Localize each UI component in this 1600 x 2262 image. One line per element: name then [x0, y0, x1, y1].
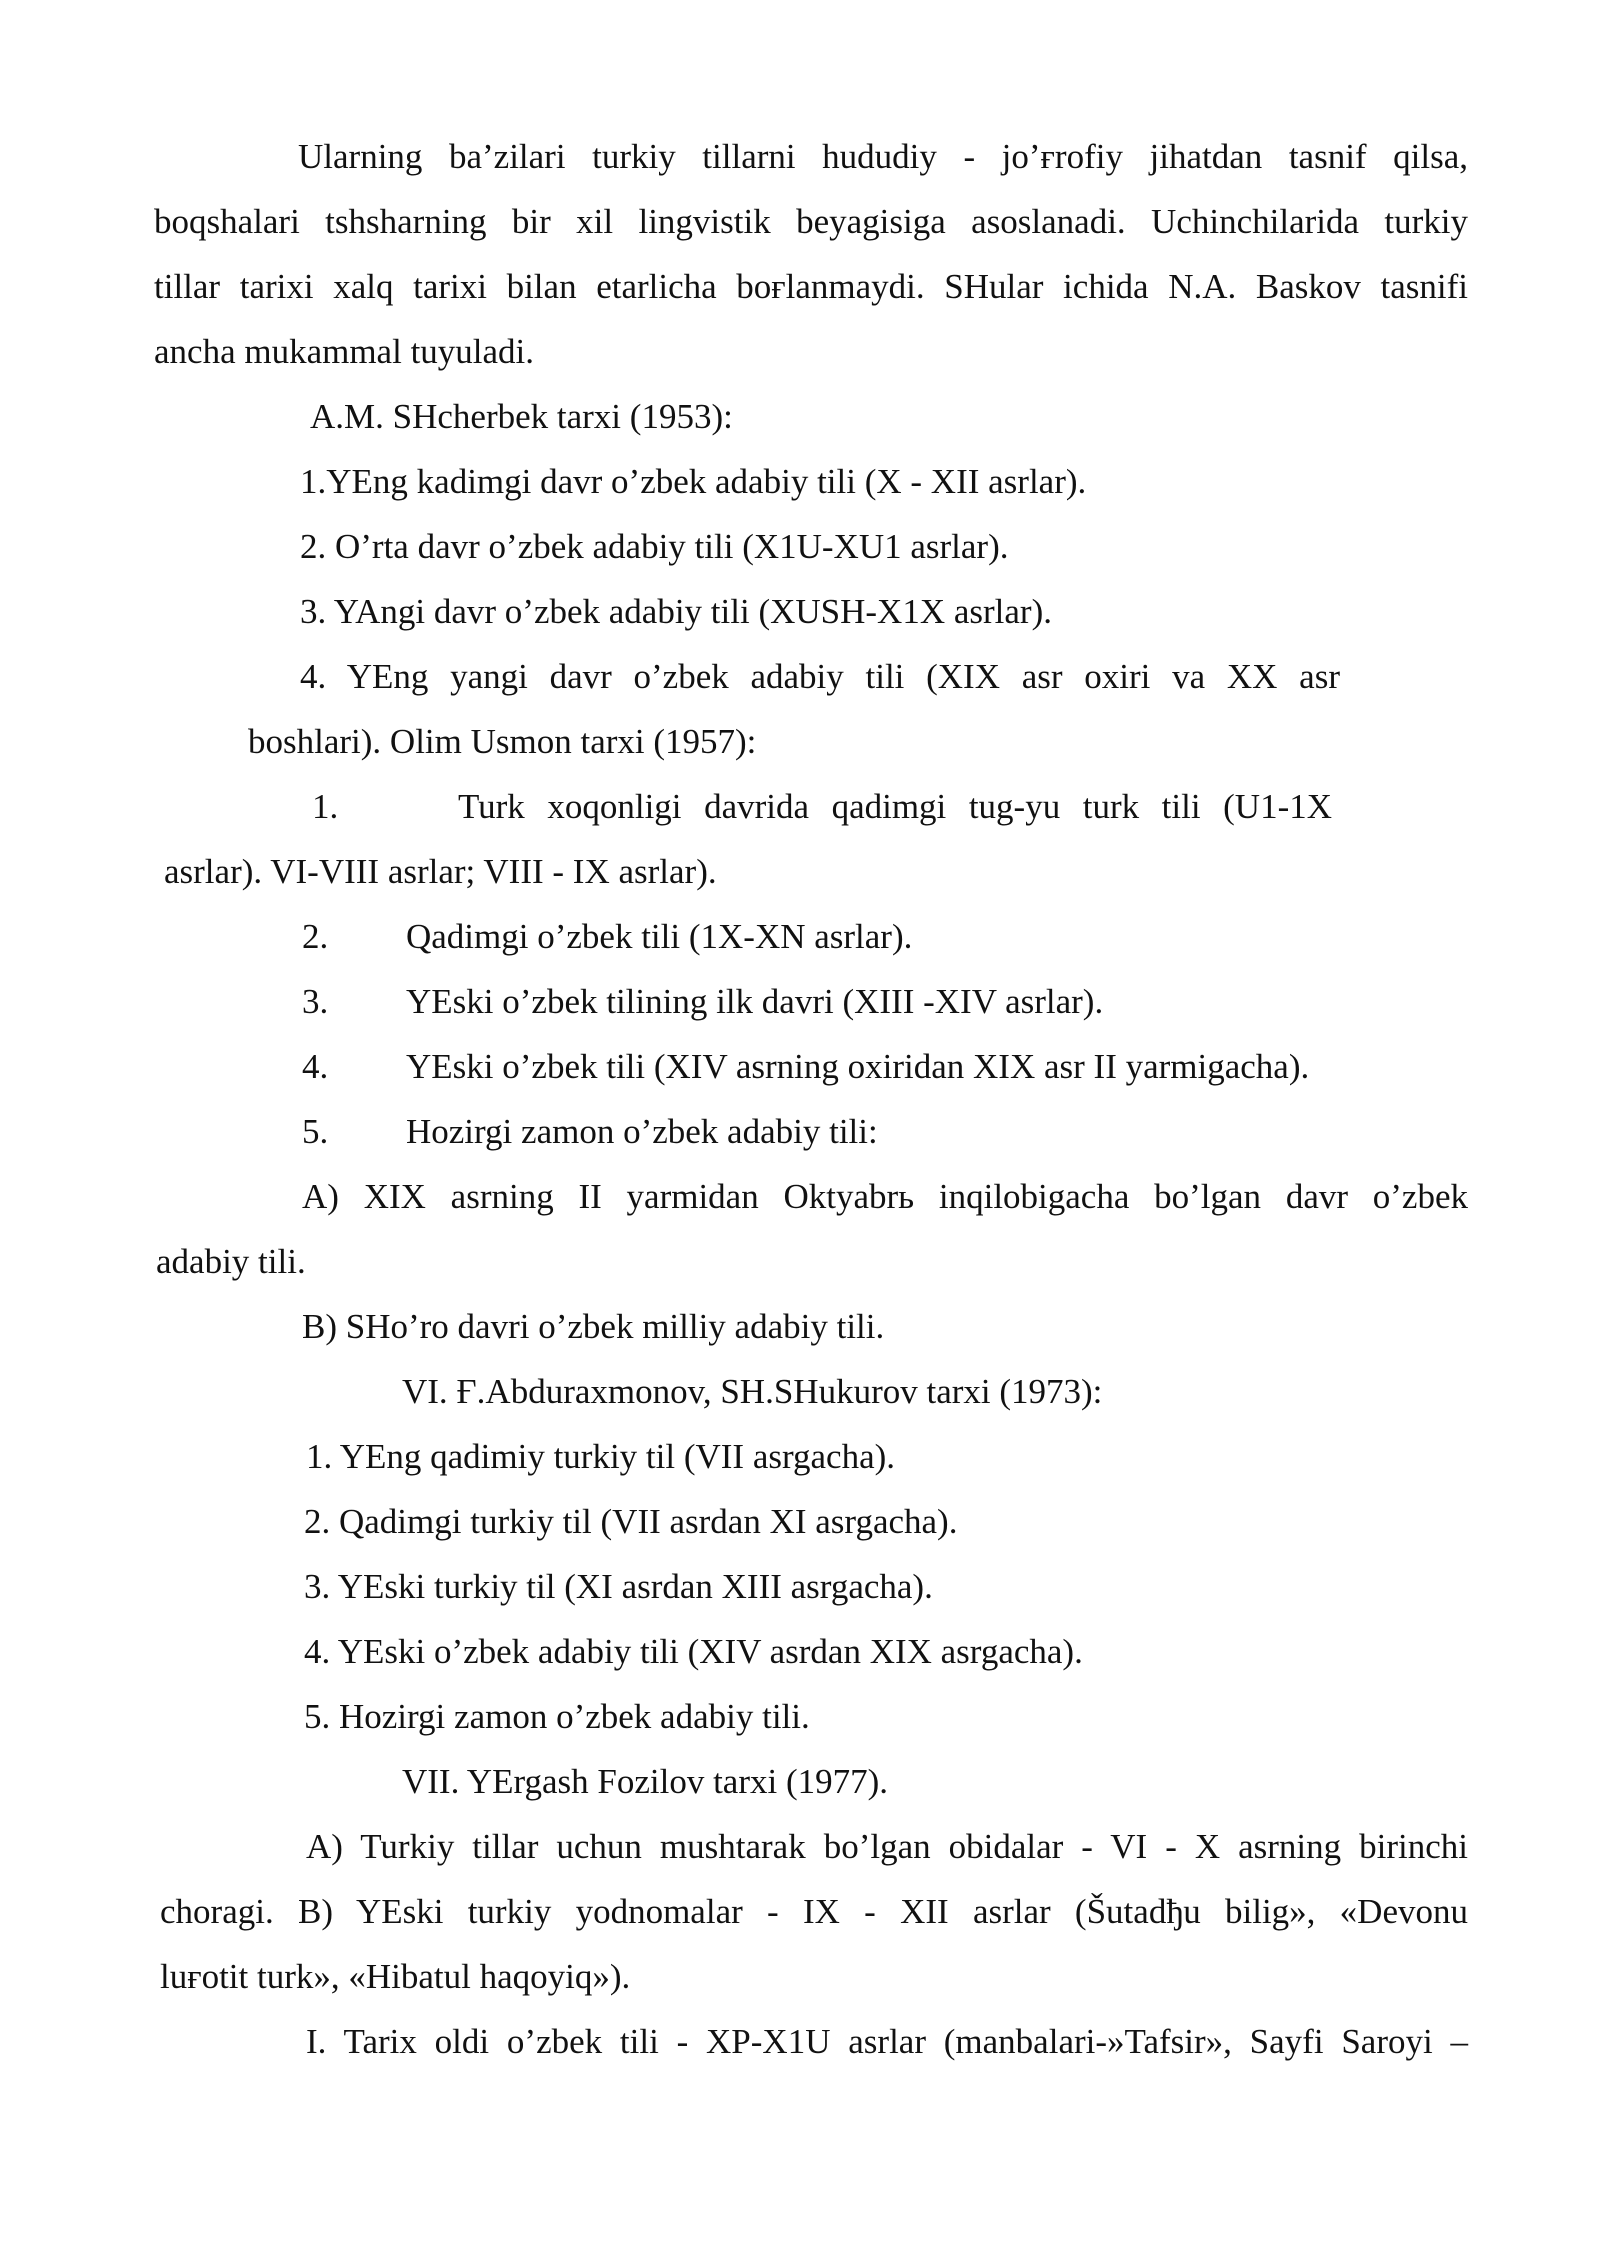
shcherbek-item-2: 2. O’rta davr o’zbek adabiy tili (X1U-XU1 asrlar). [300, 527, 1009, 566]
paragraph-1-line-4: ancha mukammal tuyuladi. [154, 332, 535, 371]
paragraph-1-line-1: Ularning ba’zilari turkiy tillarni hududiy - jo’ғrofiy jihatdan tasnif qilsa, [298, 137, 1468, 176]
shcherbek-item-4-line-1: 4. YEng yangi davr o’zbek adabiy tili (XIX asr oxiri va XX asr [300, 657, 1340, 696]
abduraxmonov-item-2: 2. Qadimgi turkiy til (VII asrdan XI asrgacha). [304, 1502, 958, 1541]
usmon-item-1-line-1: Turk xoqonligi davrida qadimgi tug-yu turk tili (U1-1X [458, 787, 1332, 826]
usmon-item-1-number: 1. [312, 787, 339, 826]
abduraxmonov-item-3: 3. YEski turkiy til (XI asrdan XIII asrgacha). [304, 1567, 933, 1606]
tarix-oldi-line: I. Tarix oldi o’zbek tili - XP-X1U asrlar (manbalari-»Tafsir», Sayfi Saroyi – [306, 2022, 1468, 2061]
paragraph-1-line-3: tillar tarixi xalq tarixi bilan etarlicha boғlanmaydi. SHular ichida N.A. Baskov tasnifi [154, 267, 1468, 306]
usmon-item-5a-line-2: adabiy tili. [156, 1242, 306, 1281]
fozilov-para-line-3: luғotit turk», «Hibatul haqoyiq»). [160, 1957, 631, 1996]
abduraxmonov-item-1: 1. YEng qadimiy turkiy til (VII asrgacha). [306, 1437, 896, 1476]
usmon-item-5: Hozirgi zamon o’zbek adabiy tili: [406, 1112, 878, 1151]
usmon-item-4: YEski o’zbek tili (XIV asrning oxiridan XIX asr II yarmigacha). [406, 1047, 1310, 1086]
fozilov-para-line-1: A) Turkiy tillar uchun mushtarak bo’lgan obidalar - VI - X asrning birinchi [306, 1827, 1468, 1866]
usmon-item-5b: B) SHo’ro davri o’zbek milliy adabiy tili. [302, 1307, 885, 1346]
abduraxmonov-item-5: 5. Hozirgi zamon o’zbek adabiy tili. [304, 1697, 810, 1736]
paragraph-1-line-2: boqshalari tshsharning bir xil lingvistik beyagisiga asoslanadi. Uchinchilarida turkiy [154, 202, 1468, 241]
shcherbek-item-3: 3. YAngi davr o’zbek adabiy tili (XUSH-X1X asrlar). [300, 592, 1052, 631]
usmon-item-5-number: 5. [302, 1112, 329, 1151]
shcherbek-heading: A.M. SHcherbek tarxi (1953): [310, 397, 733, 436]
usmon-item-4-number: 4. [302, 1047, 329, 1086]
abduraxmonov-heading: VI. Ғ.Abduraxmonov, SH.SHukurov tarxi (1973): [402, 1372, 1103, 1411]
usmon-item-1-line-2: asrlar). VI-VIII asrlar; VIII - IX asrlar). [164, 852, 717, 891]
usmon-item-5a-line-1: A) XIX asrning II yarmidan Oktyabrь inqilobigacha bo’lgan davr o’zbek [302, 1177, 1468, 1216]
fozilov-para-line-2: choragi. B) YEski turkiy yodnomalar - IX - XII asrlar (Šutadђu bilig», «Devonu [160, 1892, 1468, 1931]
usmon-item-3: YEski o’zbek tilining ilk davri (XIII -XIV asrlar). [406, 982, 1104, 1021]
shcherbek-item-1: 1.YEng kadimgi davr o’zbek adabiy tili (X - XII asrlar). [300, 462, 1087, 501]
abduraxmonov-item-4: 4. YEski o’zbek adabiy tili (XIV asrdan XIX asrgacha). [304, 1632, 1083, 1671]
shcherbek-item-4-line-2: boshlari). Olim Usmon tarxi (1957): [248, 722, 757, 761]
fozilov-heading: VII. YErgash Fozilov tarxi (1977). [402, 1762, 889, 1801]
usmon-item-3-number: 3. [302, 982, 329, 1021]
usmon-item-2-number: 2. [302, 917, 329, 956]
usmon-item-2: Qadimgi o’zbek tili (1X-XN asrlar). [406, 917, 913, 956]
